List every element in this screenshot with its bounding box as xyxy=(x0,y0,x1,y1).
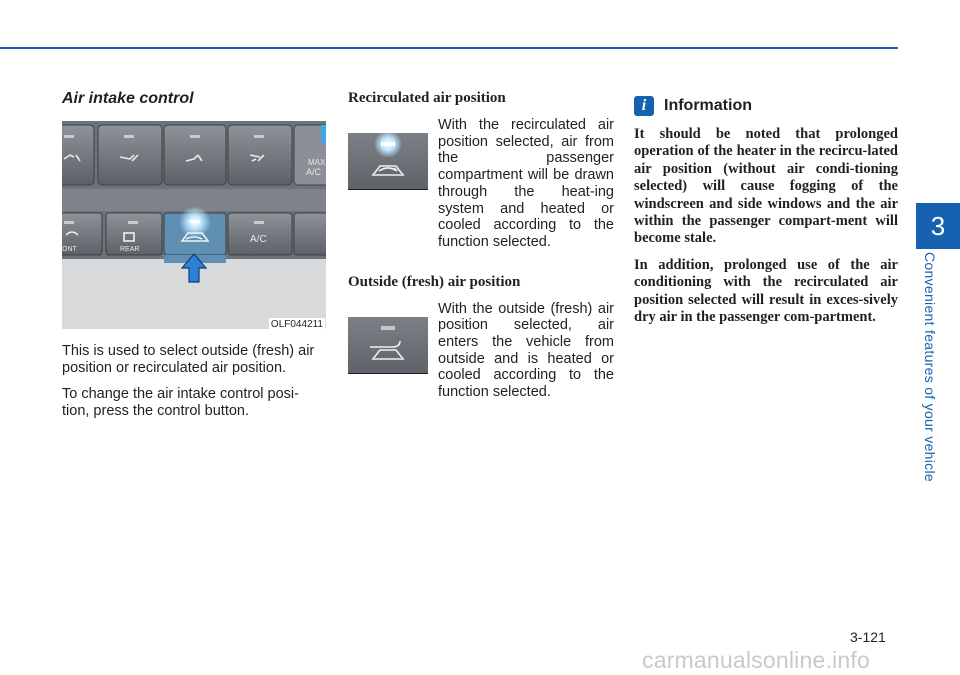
information-paragraph: It should be noted that prolonged operation of the heater in the recircu-lated air position (without air condi-tioning selected) will cause fogging of the windscreen and side windows and the air within the passenger compart-ment will become stale. xyxy=(634,126,898,247)
recirculated-air-icon xyxy=(348,133,428,190)
outside-heading: Outside (fresh) air position xyxy=(348,273,521,290)
section-heading: Air intake control xyxy=(62,90,194,107)
outside-air-icon xyxy=(348,317,428,374)
page-number: 3-121 xyxy=(850,629,886,645)
recirculated-text: With the recirculated air position selected, air from the passenger compartment will be drawn through the heat-ing system and heated or cooled according to the function selected. xyxy=(438,117,614,250)
info-icon: i xyxy=(634,96,654,116)
recirculated-block xyxy=(348,117,614,251)
outside-text: With the outside (fresh) air position selected, air enters the vehicle from outside and is heated or cooled according to the function selected. xyxy=(438,300,614,401)
recirculated-heading: Recirculated air position xyxy=(348,90,506,106)
paragraph: This is used to select outside (fresh) air position or recirculated air position. xyxy=(62,343,315,376)
image-code: OLF044211 xyxy=(270,319,323,329)
information-header xyxy=(634,96,898,116)
svg-text:A/C: A/C xyxy=(306,167,322,177)
outside-block xyxy=(348,301,614,401)
column-air-positions xyxy=(348,90,614,401)
paragraph: To change the air intake control posi-tion, press the control button. xyxy=(62,386,299,419)
climate-panel-illustration xyxy=(62,121,326,329)
information-title: Information xyxy=(664,97,752,114)
watermark: carmanualsonline.info xyxy=(642,647,870,673)
chapter-number: 3 xyxy=(930,210,946,241)
chapter-tab xyxy=(916,203,960,249)
svg-text:REAR: REAR xyxy=(120,246,140,253)
svg-text:ONT: ONT xyxy=(62,246,77,253)
climate-panel-photo xyxy=(62,121,326,329)
svg-text:A/C: A/C xyxy=(250,234,267,245)
chapter-title: Convenient features of your vehicle xyxy=(922,252,938,482)
svg-text:MAX: MAX xyxy=(308,158,326,167)
information-paragraph: In addition, prolonged use of the air conditioning with the recirculated air position selected will result in exces-sively dry air in the passenger com-partment. xyxy=(634,256,898,326)
information-box xyxy=(634,96,898,335)
header-rule xyxy=(0,47,898,49)
column-air-intake xyxy=(62,90,326,420)
